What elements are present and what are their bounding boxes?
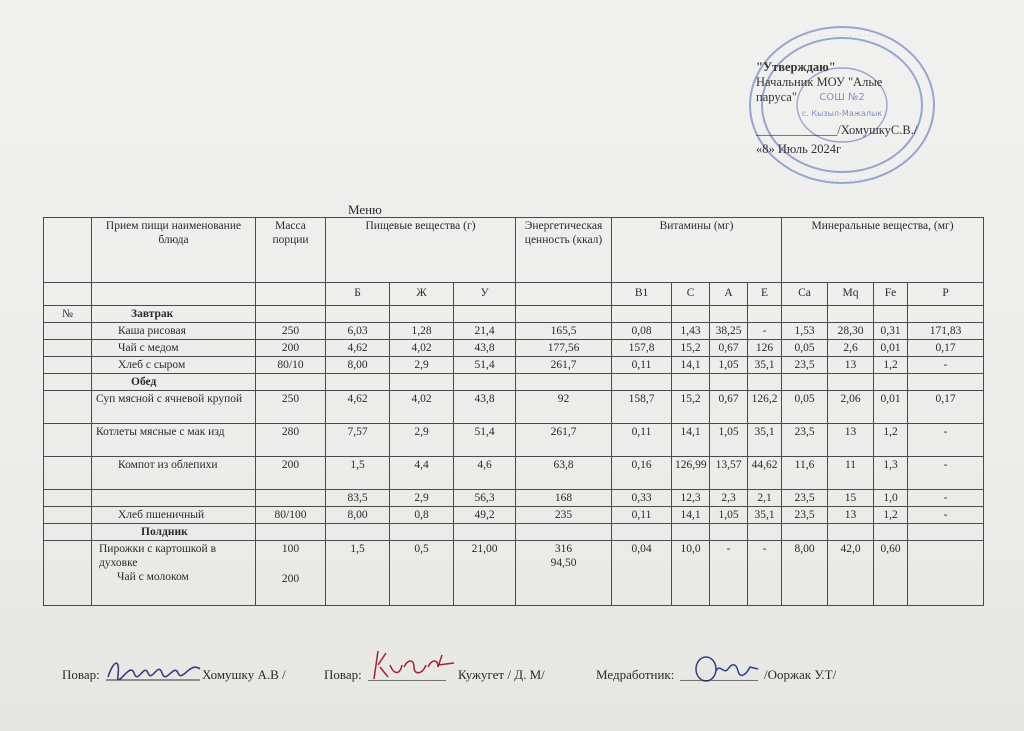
value-cell: 15,2 (672, 391, 710, 424)
value-cell: 7,57 (326, 424, 390, 457)
row-number-cell (44, 490, 92, 507)
value-cell: - (748, 323, 782, 340)
value-cell: 0,01 (874, 340, 908, 357)
stamp-text: СОШ №2 (819, 92, 865, 103)
value-cell: 0,16 (612, 457, 672, 490)
table-subheader-row (44, 283, 984, 306)
value-cell: 1,05 (710, 424, 748, 457)
dish-name-cell: Хлеб с сыром (92, 357, 256, 374)
snack-row (44, 541, 984, 606)
value-cell: 1,5 (326, 457, 390, 490)
medic-label: Медработник: (596, 667, 675, 682)
subheader-c: C (672, 283, 710, 306)
value-cell: 13 (828, 357, 874, 374)
value-cell: 51,4 (454, 424, 516, 457)
value-cell: 43,8 (454, 340, 516, 357)
snack-mq: 42,0 (828, 541, 874, 606)
row-number-cell (44, 340, 92, 357)
value-cell: 171,83 (908, 323, 984, 340)
value-cell: 4,6 (454, 457, 516, 490)
value-cell: 6,03 (326, 323, 390, 340)
cook2-blank: ____________ (368, 667, 446, 682)
value-cell: 4,62 (326, 340, 390, 357)
row-number-cell (44, 507, 92, 524)
snack-zh: 0,5 (390, 541, 454, 606)
table-header-row (44, 218, 984, 283)
cook1-label: Повар: (62, 667, 100, 682)
section-breakfast: Завтрак (131, 308, 174, 320)
subheader-empty (256, 283, 326, 306)
table-row (44, 490, 984, 507)
value-cell: 168 (516, 490, 612, 507)
approver-position-2: паруса" (756, 90, 797, 104)
value-cell: 126 (748, 340, 782, 357)
subheader-e: E (748, 283, 782, 306)
value-cell: 23,5 (782, 357, 828, 374)
section-cell (92, 306, 256, 323)
value-cell: 1,05 (710, 507, 748, 524)
medic-blank: ____________ (680, 667, 758, 682)
value-cell: 0,17 (908, 391, 984, 424)
value-cell: 250 (256, 391, 326, 424)
value-cell: 0,11 (612, 357, 672, 374)
value-cell: 23,5 (782, 507, 828, 524)
header-meal-name: Прием пищи наименование блюда (92, 218, 256, 283)
section-snack: Полдник (141, 526, 188, 538)
value-cell: 2,9 (390, 490, 454, 507)
table-row (44, 424, 984, 457)
snack-fe: 0,60 (874, 541, 908, 606)
value-cell: 1,43 (672, 323, 710, 340)
value-cell: 56,3 (454, 490, 516, 507)
value-cell: 0,17 (908, 340, 984, 357)
menu-title: Меню (348, 202, 382, 217)
approval-block (756, 60, 986, 157)
value-cell: 126,2 (748, 391, 782, 424)
value-cell: 4,02 (390, 391, 454, 424)
value-cell: 21,4 (454, 323, 516, 340)
value-cell: 0,67 (710, 391, 748, 424)
snack-names (92, 541, 256, 606)
row-number-cell (44, 357, 92, 374)
subheader-ca: Ca (782, 283, 828, 306)
value-cell: 51,4 (454, 357, 516, 374)
value-cell: 165,5 (516, 323, 612, 340)
value-cell: 0,05 (782, 391, 828, 424)
cook1-signature (104, 655, 204, 685)
subheader-b1: B1 (612, 283, 672, 306)
snack-energy-1: 316 (554, 543, 573, 555)
section-row-lunch (44, 374, 984, 391)
value-cell: 15,2 (672, 340, 710, 357)
svg-text:· · · · · · · · · · · · · · ·: · · · · · · · · · · · · · · · · · · · (800, 32, 884, 40)
value-cell: 158,7 (612, 391, 672, 424)
table-row (44, 391, 984, 424)
value-cell: 44,62 (748, 457, 782, 490)
subheader-zh: Ж (390, 283, 454, 306)
row-number-cell (44, 457, 92, 490)
value-cell: 14,1 (672, 424, 710, 457)
snack-name-1: Пирожки с картошкой в духовке (99, 543, 217, 569)
snack-ca: 8,00 (782, 541, 828, 606)
value-cell: 0,08 (612, 323, 672, 340)
value-cell: 1,2 (874, 357, 908, 374)
section-cell (92, 374, 256, 391)
subheader-empty (44, 283, 92, 306)
row-number-cell (44, 323, 92, 340)
value-cell: 2,6 (828, 340, 874, 357)
value-cell: 15 (828, 490, 874, 507)
section-row-snack (44, 524, 984, 541)
value-cell: 261,7 (516, 357, 612, 374)
svg-text:· · · · · · · · · · · · · · ·: · · · · · · · · · · · · · · · · · (805, 176, 879, 184)
cook2-name: Кужугет / Д. М/ (458, 667, 545, 682)
value-cell: 43,8 (454, 391, 516, 424)
section-lunch: Обед (131, 376, 157, 388)
snack-b: 1,5 (326, 541, 390, 606)
value-cell: 1,3 (874, 457, 908, 490)
value-cell: 49,2 (454, 507, 516, 524)
snack-energy-2: 94,50 (550, 557, 577, 569)
header-minerals: Минеральные вещества, (мг) (782, 218, 984, 283)
value-cell: 8,00 (326, 507, 390, 524)
value-cell: 200 (256, 340, 326, 357)
snack-energy (516, 541, 612, 606)
value-cell: 200 (256, 457, 326, 490)
value-cell: 0,11 (612, 424, 672, 457)
value-cell: 280 (256, 424, 326, 457)
row-number-cell (44, 424, 92, 457)
cook1-name: Хомушку А.В / (202, 667, 286, 682)
value-cell: 35,1 (748, 424, 782, 457)
value-cell: 126,99 (672, 457, 710, 490)
value-cell: 14,1 (672, 357, 710, 374)
value-cell: 1,0 (874, 490, 908, 507)
value-cell: - (908, 424, 984, 457)
value-cell: 11 (828, 457, 874, 490)
menu-table (43, 217, 984, 606)
value-cell: 80/10 (256, 357, 326, 374)
value-cell: 2,1 (748, 490, 782, 507)
dish-name-cell: Компот из облепихи (92, 457, 256, 490)
value-cell: 38,25 (710, 323, 748, 340)
value-cell: 2,06 (828, 391, 874, 424)
dish-name-cell (92, 490, 256, 507)
header-vitamins: Витамины (мг) (612, 218, 782, 283)
subheader-mq: Mq (828, 283, 874, 306)
header-empty (44, 218, 92, 283)
subheader-b: Б (326, 283, 390, 306)
value-cell: 35,1 (748, 357, 782, 374)
value-cell: 28,30 (828, 323, 874, 340)
value-cell: 0,33 (612, 490, 672, 507)
subheader-a: A (710, 283, 748, 306)
table-row (44, 323, 984, 340)
snack-portion-1: 100 (281, 543, 300, 555)
value-cell: 0,67 (710, 340, 748, 357)
value-cell: 4,4 (390, 457, 454, 490)
section-row-breakfast (44, 306, 984, 323)
value-cell: 0,05 (782, 340, 828, 357)
value-cell: 1,53 (782, 323, 828, 340)
value-cell: 1,28 (390, 323, 454, 340)
snack-a: - (710, 541, 748, 606)
value-cell: 80/100 (256, 507, 326, 524)
subheader-u: У (454, 283, 516, 306)
value-cell: 35,1 (748, 507, 782, 524)
value-cell: - (908, 457, 984, 490)
dish-name-cell: Чай с медом (92, 340, 256, 357)
value-cell: 2,9 (390, 357, 454, 374)
num-label: № (44, 306, 92, 323)
value-cell: 4,62 (326, 391, 390, 424)
snack-b1: 0,04 (612, 541, 672, 606)
medic-name: /Ооржак У.Т/ (764, 667, 837, 682)
value-cell: 12,3 (672, 490, 710, 507)
value-cell: 0,01 (874, 391, 908, 424)
stamp-text-2: с. Кызыл-Мажалык (801, 109, 883, 118)
approve-word: "Утверждаю" (756, 60, 836, 74)
value-cell: 13 (828, 507, 874, 524)
value-cell: 2,9 (390, 424, 454, 457)
value-cell: 1,2 (874, 507, 908, 524)
row-number-cell (44, 391, 92, 424)
dish-name-cell: Суп мясной с ячневой крупой (92, 391, 256, 424)
subheader-empty (92, 283, 256, 306)
dish-name-cell: Каша рисовая (92, 323, 256, 340)
snack-p (908, 541, 984, 606)
value-cell: 0,11 (612, 507, 672, 524)
header-nutrients: Пищевые вещества (г) (326, 218, 516, 283)
value-cell: 0,31 (874, 323, 908, 340)
value-cell: - (908, 357, 984, 374)
snack-portions (256, 541, 326, 606)
snack-portion-2: 200 (281, 573, 300, 585)
cook2-label: Повар: (324, 667, 362, 682)
value-cell: 261,7 (516, 424, 612, 457)
value-cell: 23,5 (782, 424, 828, 457)
breakfast-rows (44, 323, 984, 374)
value-cell: 14,1 (672, 507, 710, 524)
approver-signature-line: _____________/ХомушкуС.В./ (756, 123, 918, 137)
value-cell: 177,56 (516, 340, 612, 357)
subheader-p: P (908, 283, 984, 306)
table-row (44, 340, 984, 357)
snack-u: 21,00 (454, 541, 516, 606)
value-cell: - (908, 507, 984, 524)
subheader-fe: Fe (874, 283, 908, 306)
value-cell: 63,8 (516, 457, 612, 490)
value-cell: 92 (516, 391, 612, 424)
header-portion: Масса порции (256, 218, 326, 283)
value-cell: 2,3 (710, 490, 748, 507)
value-cell: 13 (828, 424, 874, 457)
table-row (44, 507, 984, 524)
value-cell: 8,00 (326, 357, 390, 374)
value-cell: 1,2 (874, 424, 908, 457)
section-cell (92, 524, 256, 541)
snack-name-2: Чай с молоком (117, 571, 189, 583)
value-cell: 250 (256, 323, 326, 340)
value-cell: 1,05 (710, 357, 748, 374)
value-cell: - (908, 490, 984, 507)
subheader-empty (516, 283, 612, 306)
value-cell: 0,8 (390, 507, 454, 524)
approval-date: «8» Июль 2024г (756, 142, 842, 156)
table-row (44, 357, 984, 374)
value-cell: 13,57 (710, 457, 748, 490)
value-cell: 235 (516, 507, 612, 524)
approver-position-1: Начальник МОУ "Алые (756, 75, 883, 89)
value-cell: 83,5 (326, 490, 390, 507)
value-cell: 23,5 (782, 490, 828, 507)
dish-name-cell: Хлеб пшеничный (92, 507, 256, 524)
value-cell: 11,6 (782, 457, 828, 490)
value-cell: 157,8 (612, 340, 672, 357)
value-cell: 4,02 (390, 340, 454, 357)
header-energy: Энергетическая ценность (ккал) (516, 218, 612, 283)
snack-e: - (748, 541, 782, 606)
table-row (44, 457, 984, 490)
snack-c: 10,0 (672, 541, 710, 606)
value-cell (256, 490, 326, 507)
lunch-rows (44, 391, 984, 524)
dish-name-cell: Котлеты мясные с мак изд (92, 424, 256, 457)
